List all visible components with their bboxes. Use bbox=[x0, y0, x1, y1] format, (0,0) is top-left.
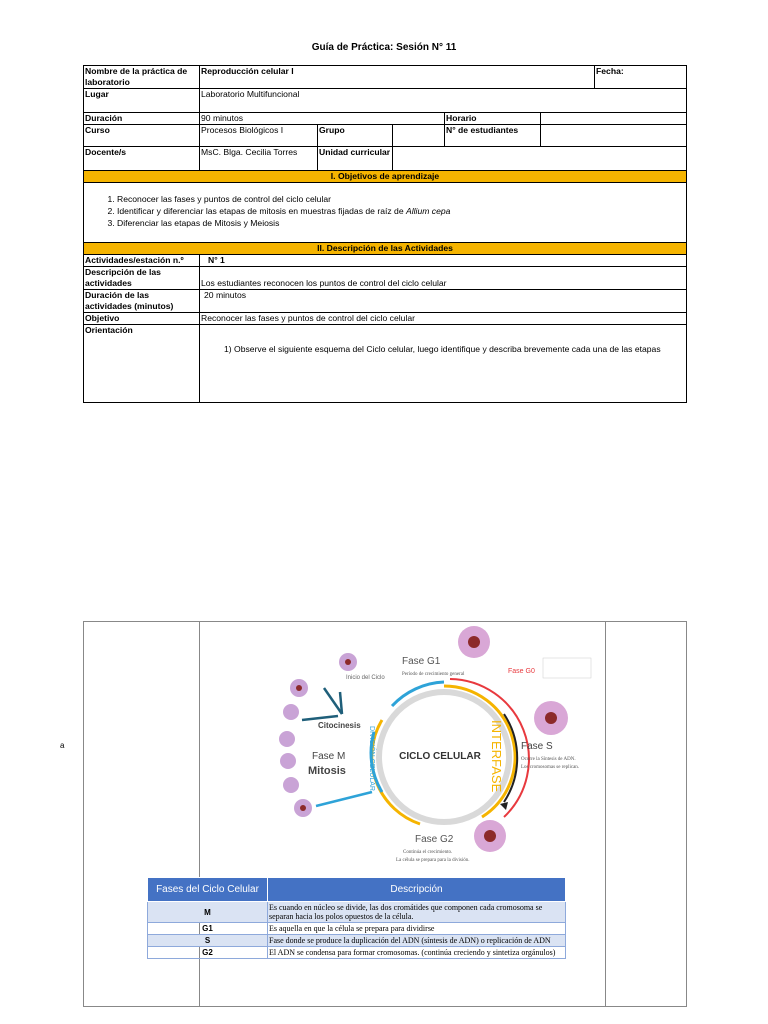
objective-3: 3. Diferenciar las etapas de Mitosis y Meiosis bbox=[117, 217, 686, 229]
fase-m-label: Fase M bbox=[312, 751, 346, 762]
nombre-label: Nombre de la práctica de laboratorio bbox=[84, 66, 200, 89]
center-label: CICLO CELULAR bbox=[399, 751, 481, 762]
curso-value: Procesos Biológicos I bbox=[200, 125, 318, 147]
mitosis-label: Mitosis bbox=[308, 765, 346, 777]
duracion-label: Duración bbox=[84, 113, 200, 125]
phase-cell: S bbox=[148, 935, 268, 947]
g2-sub1: Continúa el crecimiento. bbox=[403, 850, 453, 855]
desc-cell: Es cuando en núcleo se divide, las dos cromátides que componen cada cromosoma se separan hacia los polos opuestos de la célula. bbox=[268, 902, 566, 923]
s-title: Fase S bbox=[521, 741, 553, 752]
s-sub1: Ocurre la Síntesis de ADN. bbox=[521, 757, 576, 762]
estacion-label: Actividades/estación n.º bbox=[84, 255, 200, 267]
objetivos-heading: I. Objetivos de aprendizaje bbox=[84, 171, 687, 183]
lugar-value: Laboratorio Multifuncional bbox=[200, 89, 687, 113]
estacion-value: N° 1 bbox=[200, 255, 687, 267]
estudiantes-value bbox=[541, 125, 687, 147]
phase-cell: G1 bbox=[148, 923, 268, 935]
phases-header-descripcion: Descripción bbox=[268, 878, 566, 902]
docente-label: Docente/s bbox=[84, 147, 200, 171]
phase-cell: M bbox=[148, 902, 268, 923]
unidad-value bbox=[393, 147, 687, 171]
cell-cycle-diagram bbox=[272, 622, 604, 864]
nombre-value: Reproducción celular I bbox=[200, 66, 595, 89]
duracion-value: 90 minutos bbox=[200, 113, 445, 125]
division-label: DIVISIÓN CELULAR bbox=[368, 726, 375, 791]
phases-header-fase: Fases del Ciclo Celular bbox=[148, 878, 268, 902]
desc-cell: Es aquella en que la célula se prepara para dividirse bbox=[268, 923, 566, 935]
grupo-label: Grupo bbox=[318, 125, 393, 147]
g2-title: Fase G2 bbox=[415, 834, 454, 845]
actividades-heading: II. Descripción de las Actividades bbox=[84, 243, 687, 255]
desc-cell: El ADN se condensa para formar cromosomas. (continúa creciendo y sintetiza orgánulos) bbox=[268, 947, 566, 959]
descripcion-label: Descripción de las actividades bbox=[84, 267, 200, 290]
descripcion-value: Los estudiantes reconocen los puntos de control del ciclo celular bbox=[200, 267, 687, 290]
orientacion-label: Orientación bbox=[84, 325, 200, 403]
table-row bbox=[148, 902, 566, 923]
citocinesis-label: Citocinesis bbox=[318, 721, 361, 730]
orientacion-value: 1) Observe el siguiente esquema del Ciclo celular, luego identifique y describa brevemente cada una de las etapas bbox=[200, 325, 687, 403]
cell-m-4 bbox=[279, 731, 295, 747]
interfase-label: INTERFASE bbox=[489, 720, 504, 793]
cell-m-5 bbox=[280, 753, 296, 769]
curso-label: Curso bbox=[84, 125, 200, 147]
unidad-label: Unidad curricular bbox=[318, 147, 393, 171]
objective-2: 2. Identificar y diferenciar las etapas de mitosis en muestras fijadas de raíz de Allium cepa bbox=[117, 205, 686, 217]
horario-label: Horario bbox=[445, 113, 541, 125]
page-title: Guía de Práctica: Sesión N° 11 bbox=[311, 42, 457, 53]
duracion-act-label: Duración de las actividades (minutos) bbox=[84, 290, 200, 313]
docente-value: MsC. Blga. Cecilia Torres bbox=[200, 147, 318, 171]
table-row bbox=[148, 947, 566, 959]
inicio-label: Inicio del Ciclo bbox=[346, 675, 385, 681]
table-row bbox=[148, 935, 566, 947]
table-row bbox=[148, 923, 566, 935]
practice-info-table bbox=[83, 65, 687, 403]
objetivo-label: Objetivo bbox=[84, 313, 200, 325]
phase-cell: G2 bbox=[148, 947, 268, 959]
s-sub2: Los cromosomas se replican. bbox=[521, 765, 580, 770]
cell-m-6 bbox=[283, 777, 299, 793]
fecha-label: Fecha: bbox=[595, 66, 687, 89]
duracion-act-value: 20 minutos bbox=[200, 290, 687, 313]
horario-value bbox=[541, 113, 687, 125]
objective-1: 1. Reconocer las fases y puntos de control del ciclo celular bbox=[117, 193, 686, 205]
objetivo-value: Reconocer las fases y puntos de control del ciclo celular bbox=[200, 313, 687, 325]
side-label: a bbox=[60, 741, 65, 750]
desc-cell: Fase donde se produce la duplicación del ADN (síntesis de ADN) o replicación de ADN bbox=[268, 935, 566, 947]
phases-table bbox=[147, 877, 566, 959]
g2-sub2: La célula se prepara para la división. bbox=[396, 858, 470, 863]
g0-label: Fase G0 bbox=[508, 668, 535, 675]
objetivos-list bbox=[84, 183, 687, 243]
g1-title: Fase G1 bbox=[402, 656, 441, 667]
grupo-value bbox=[393, 125, 445, 147]
estudiantes-label: N° de estudiantes bbox=[445, 125, 541, 147]
cell-m-3 bbox=[283, 704, 299, 720]
lugar-label: Lugar bbox=[84, 89, 200, 113]
g1-sub: Período de crecimiento general bbox=[402, 672, 465, 677]
